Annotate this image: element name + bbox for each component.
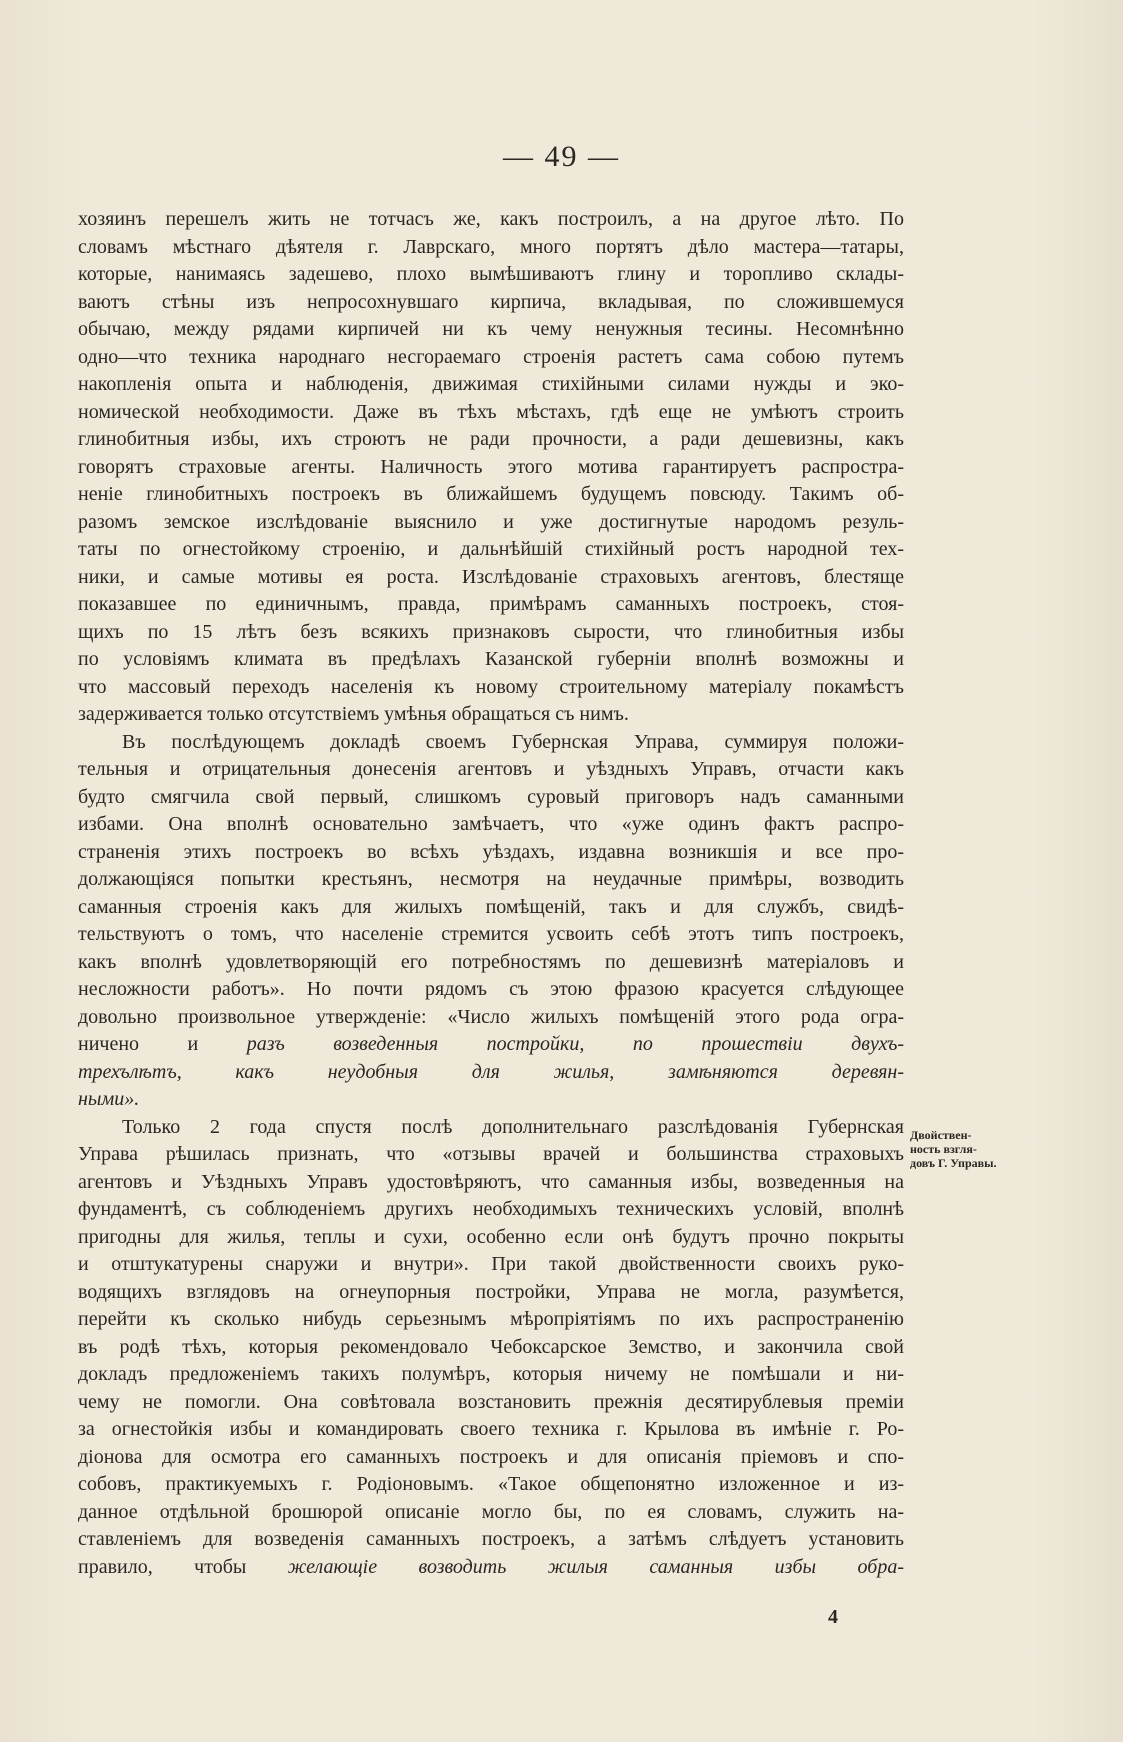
text-line: Въ послѣдующемъ докладѣ своемъ Губернская Управа, суммируя положи- — [122, 730, 904, 753]
text-line: довольно произвольное утвержденіе: «Число жилыхъ помѣщеній этого рода огра- — [78, 1005, 904, 1028]
text-line: пригодны для жилья, теплы и сухи, особенно если онѣ будутъ прочно покрыты — [78, 1225, 904, 1248]
paragraph-2 — [78, 729, 904, 1114]
text-line: ставленіемъ для возведенія саманныхъ построекъ, а затѣмъ слѣдуетъ установить — [78, 1528, 904, 1550]
text-line: данное отдѣльной брошюрой описаніе могло бы, по ея словамъ, служить на- — [78, 1500, 904, 1523]
text-line: перейти къ сколько нибудь серьезнымъ мѣропріятіямъ по ихъ распространенію — [78, 1308, 904, 1330]
text-run: ничено и — [78, 1033, 247, 1055]
text-line: хозяинъ перешелъ жить не тотчасъ же, какъ построилъ, а на другое лѣто. По — [78, 208, 904, 230]
text-line: какъ вполнѣ удовлетворяющій его потребностямъ по дешевизнѣ матеріаловъ и — [78, 950, 904, 973]
text-line: несложности работъ». Но почти рядомъ съ этою фразою красуется слѣдующее — [78, 978, 904, 1000]
text-line: показавшее по единичнымъ, правда, примѣрамъ саманныхъ построекъ, стоя- — [78, 593, 904, 615]
text-line: страненія этихъ построекъ во всѣхъ уѣздахъ, издавна возникшія и все про- — [78, 840, 904, 863]
text-line — [78, 1031, 904, 1059]
text-line: глинобитныя избы, ихъ строютъ не ради прочности, а ради дешевизны, какъ — [78, 428, 904, 450]
margin-note — [910, 1128, 1070, 1170]
text-line: фундаментѣ, съ соблюденіемъ другихъ необходимыхъ техническихъ условій, вполнѣ — [78, 1198, 904, 1220]
text-line: задерживается только отсутствіемъ умѣнья обращаться съ нимъ. — [78, 703, 629, 725]
text-line: Управа рѣшилась признать, что «отзывы врачей и большинства страховыхъ — [78, 1143, 904, 1165]
text-line: тельныя и отрицательныя донесенія агентовъ и уѣздныхъ Управъ, отчасти какъ — [78, 758, 904, 780]
margin-note-line: довъ Г. Управы. — [910, 1156, 997, 1170]
text-line: неніе глинобитныхъ построекъ въ ближайшемъ будущемъ повсюду. Такимъ об- — [78, 483, 904, 505]
text-line: ваютъ стѣны изъ непросохнувшаго кирпича, вкладывая, по сложившемуся — [78, 290, 904, 313]
text-line: будто смягчила свой первый, слишкомъ суровый приговоръ надъ саманными — [78, 785, 904, 808]
body-text — [78, 206, 904, 1581]
signature-mark: 4 — [828, 1606, 838, 1628]
text-line: тельствуютъ о томъ, что населеніе стремится усвоить себѣ этотъ типъ построекъ, — [78, 923, 904, 945]
emphasis-text: разъ возведенныя постройки, по прошествіи двухъ- — [246, 1033, 904, 1055]
text-line — [78, 1059, 904, 1087]
text-line: накопленія опыта и наблюденія, движимая стихійными силами нужды и эко- — [78, 373, 904, 395]
text-run: правило, чтобы — [78, 1555, 288, 1578]
text-line: чему не помогли. Она совѣтовала возстановить прежнія десятирублевыя преміи — [78, 1390, 904, 1413]
text-line: обычаю, между рядами кирпичей ни къ чему ненужныя тесины. Несомнѣнно — [78, 318, 904, 340]
emphasis-text: ными». — [78, 1088, 140, 1110]
text-line: водящихъ взглядовъ на огнеупорныя постройки, Управа не могла, разумѣется, — [78, 1280, 904, 1303]
text-line: ники, и самые мотивы ея роста. Изслѣдованіе страховыхъ агентовъ, блестяще — [78, 565, 904, 588]
text-line: которые, нанимаясь задешево, плохо вымѣшиваютъ глину и торопливо склады- — [78, 263, 904, 285]
emphasis-text: трехълѣтъ, какъ неудобныя для жилья, замѣняются деревян- — [78, 1060, 904, 1083]
text-line: докладъ предложеніемъ такихъ полумѣръ, которыя ничему не помѣшали и ни- — [78, 1363, 904, 1385]
page-number: — 49 — — [503, 140, 620, 173]
text-line: за огнестойкія избы и командировать своего техника г. Крылова въ имѣніе г. Ро- — [78, 1418, 904, 1440]
text-line: говорятъ страховые агенты. Наличность этого мотива гарантируетъ распростра- — [78, 455, 904, 478]
text-line: что массовый переходъ населенія къ новому строительному матеріалу покамѣстъ — [78, 675, 904, 698]
text-line: номической необходимости. Даже въ тѣхъ мѣстахъ, гдѣ еще не умѣютъ строить — [78, 400, 904, 423]
margin-note-line: Двойствен- — [910, 1128, 972, 1142]
paragraph-1 — [78, 206, 904, 729]
margin-note-line: ность взгля- — [910, 1142, 977, 1156]
text-line — [78, 1086, 904, 1114]
paragraph-3 — [78, 1114, 904, 1582]
text-line: таты по огнестойкому строенію, и дальнѣйшій стихійный ростъ народной тех- — [78, 538, 904, 560]
text-line: Только 2 года спустя послѣ дополнительнаго разслѣдованія Губернская — [122, 1115, 904, 1138]
text-line: діонова для осмотра его саманныхъ построекъ и для описанія пріемовъ и спо- — [78, 1445, 904, 1468]
text-line: саманныя строенія какъ для жилыхъ помѣщеній, такъ и для службъ, свидѣ- — [78, 895, 904, 918]
text-line: по условіямъ климата въ предѣлахъ Казанской губерніи вполнѣ возможны и — [78, 648, 904, 670]
text-line: одно—что техника народнаго несгораемаго строенія растетъ сама собою путемъ — [78, 345, 904, 368]
text-line: должающіяся попытки крестьянъ, несмотря на неудачные примѣры, возводить — [78, 868, 904, 890]
text-line: въ родѣ тѣхъ, которыя рекомендовало Чебоксарское Земство, и закончила свой — [78, 1335, 904, 1358]
emphasis-text: желающіе возводить жилыя саманныя избы обра- — [287, 1555, 904, 1578]
text-line — [78, 1554, 904, 1582]
text-line: собовъ, практикуемыхъ г. Родіоновымъ. «Такое общепонятно изложенное и из- — [78, 1473, 904, 1495]
text-line: агентовъ и Уѣздныхъ Управъ удостовѣряютъ, что саманныя избы, возведенныя на — [78, 1170, 904, 1193]
text-line: избами. Она вполнѣ основательно замѣчаетъ, что «уже одинъ фактъ распро- — [78, 813, 904, 835]
text-line: щихъ по 15 лѣтъ безъ всякихъ признаковъ сырости, что глинобитныя избы — [78, 620, 904, 643]
text-line: словамъ мѣстнаго дѣятеля г. Лаврскаго, много портятъ дѣло мастера—татары, — [78, 235, 904, 258]
text-line: разомъ земское изслѣдованіе выяснило и уже достигнутые народомъ резуль- — [78, 510, 904, 533]
text-line: и отштукатурены снаружи и внутри». При такой двойственности своихъ руко- — [78, 1253, 904, 1275]
